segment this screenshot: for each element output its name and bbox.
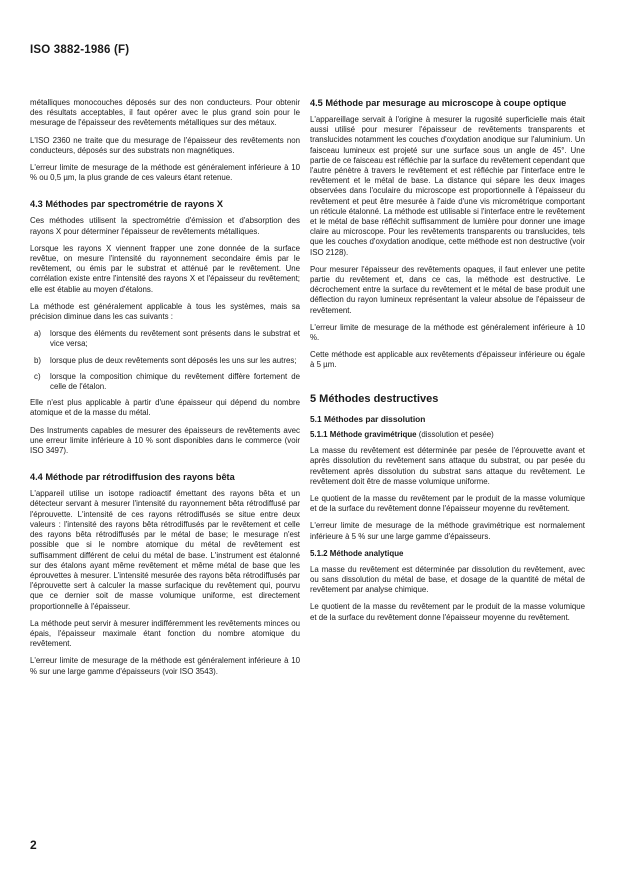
document-header: ISO 3882-1986 (F) bbox=[30, 44, 130, 56]
heading-5-1-2: 5.1.2 Méthode analytique bbox=[310, 548, 404, 558]
paragraph-5-1-1-b: Le quotient de la masse du revêtement par le produit de la masse volumique et de la surface du revêtement donne l'épaisseur moyenne du revêtement. bbox=[310, 493, 585, 514]
heading-4-3: 4.3 Méthodes par spectrométrie de rayons X bbox=[30, 199, 224, 210]
left-column bbox=[30, 98, 300, 684]
paragraph-iso2360: L'ISO 2360 ne traite que du mesurage de l'épaisseur des revêtements non conducteurs, déposés sur des substrats non magnétiques. bbox=[30, 135, 300, 155]
right-column bbox=[310, 98, 585, 630]
list-item bbox=[30, 329, 300, 349]
list-marker: a) bbox=[34, 329, 42, 339]
heading-5: 5 Méthodes destructives bbox=[310, 392, 439, 405]
paragraph-4-5-a: L'appareillage servait à l'origine à mesurer la rugosité superficielle mais était aussi utilisé pour mesurer l'épaisseur de revêtements transparents et translucides notamment les couches d'oxydation anodique sur l'aluminium. Un faisceau lumineux est projeté sur une surface sous un angle de 45°. Une partie de ce faisceau est réfléchie par la surface du revêtement cependant que l'autre pénètre à travers le revêtement et est réfléchie par l'interface entre le revêtement et le métal de base. La distance qui sépare les deux images observées dans l'oculaire du microscope est proportionnelle à l'épaisseur du revêtement et peut être mesurée à l'aide d'une vis micrométrique comportant un réticule étalonné. La méthode est utilisable si l'interface entre le revêtement et le métal de base réfléchit suffisamment de lumière pour donner une image claire au microscope. Pour les revêtements transparents ou translucides, tels que les couches d'oxydation anodique, cette méthode est non destructive (voir ISO 2128). bbox=[310, 115, 585, 257]
list-marker: b) bbox=[34, 355, 42, 365]
paragraph-intro: métalliques monocouches déposés sur des non conducteurs. Pour obtenir des résultats acceptables, il faut opérer avec le plus grand soin pour le mesurage de l'épaisseur des revêtements métalliques sur des métaux. bbox=[30, 98, 300, 128]
paragraph-4-5-c: L'erreur limite de mesurage de la méthode est généralement inférieure à 10 %. bbox=[310, 322, 585, 343]
list-item bbox=[30, 372, 300, 392]
heading-5-1-1 bbox=[310, 430, 585, 440]
paragraph-4-4-a: L'appareil utilise un isotope radioactif émettant des rayons bêta et un détecteur servant à mesurer l'intensité du rayonnement bêta rétrodiffusé par l'éprouvette. L'intensité de ces rayons rétrodiffusés se situe entre deux valeurs : l'intensité des rayons bêta rétrodiffusés par le revêtement et celle des rayons bêta rétrodiffusés par le métal de base; le mesurage n'est possible que si le nombre atomique du métal de revêtement est suffisamment différent de celui du métal de base. L'instrument est étalonné sur des étalons ayant même revêtement et même métal de base que les éprouvettes à mesurer. L'intensité mesurée des rayons bêta rétrodiffusés par l'éprouvette sert à calculer la masse surfacique du revêtement qui, pourvu que ce dernier soit de masse volumique uniforme, est directement proportionnelle à l'épaisseur. bbox=[30, 489, 300, 611]
paragraph-5-1-2-b: Le quotient de la masse du revêtement par le produit de la masse volumique et de la surface du revêtement donne l'épaisseur moyenne du revêtement. bbox=[310, 602, 585, 622]
page-number: 2 bbox=[30, 838, 37, 852]
list-text: lorsque des éléments du revêtement sont présents dans le substrat et vice versa; bbox=[50, 329, 300, 349]
paragraph-4-3-c: La méthode est généralement applicable à tous les systèmes, mais sa précision diminue dans les cas suivants : bbox=[30, 301, 300, 322]
paragraph-4-3-a: Ces méthodes utilisent la spectrométrie d'émission et d'absorption des rayons X pour déterminer l'épaisseur de revêtements métalliques. bbox=[30, 216, 300, 236]
heading-5-1: 5.1 Méthodes par dissolution bbox=[310, 413, 426, 424]
heading-5-1-1-title: 5.1.1 Méthode gravimétrique bbox=[310, 430, 417, 440]
heading-4-4: 4.4 Méthode par rétrodiffusion des rayons bêta bbox=[30, 472, 235, 483]
list-text: lorsque plus de deux revêtements sont déposés les uns sur les autres; bbox=[50, 355, 297, 365]
paragraph-error-limit: L'erreur limite de mesurage de la méthode est généralement inférieure à 10 % ou 0,5 µm, la plus grande de ces valeurs étant retenue. bbox=[30, 163, 300, 183]
list-marker: c) bbox=[34, 371, 41, 381]
paragraph-4-3-b: Lorsque les rayons X viennent frapper une zone donnée de la surface revêtue, on mesure l'intensité du rayonnement secondaire émis par le revêtement, ou émis par le substrat et atténué par le revêtement. Une corrélation existe entre l'intensité des rayons X et l'épaisseur du revêtement; elle est établie au moyen d'étalons. bbox=[30, 243, 300, 294]
paragraph-5-1-1-c: L'erreur limite de mesurage de la méthode gravimétrique est normalement inférieure à 5 % sur une large gamme d'épaisseurs. bbox=[310, 521, 585, 541]
heading-5-1-1-note: (dissolution et pesée) bbox=[418, 430, 494, 440]
paragraph-4-3-d: Elle n'est plus applicable à partir d'une épaisseur qui dépend du nombre atomique et de la masse du métal. bbox=[30, 398, 300, 418]
heading-4-5: 4.5 Méthode par mesurage au microscope à coupe optique bbox=[310, 98, 567, 108]
list-item bbox=[30, 356, 300, 366]
paragraph-4-5-d: Cette méthode est applicable aux revêtements d'épaisseur inférieure ou égale à 5 µm. bbox=[310, 350, 585, 370]
paragraph-4-3-e: Des Instruments capables de mesurer des épaisseurs de revêtements avec une erreur limite inférieure à 10 % sont disponibles dans le commerce (voir ISO 3497). bbox=[30, 425, 300, 456]
paragraph-5-1-2-a: La masse du revêtement est déterminée par dissolution du revêtement, avec ou sans dissolution du métal de base, et dosage de la quantité de métal de revêtement par analyse chimique. bbox=[310, 564, 585, 595]
paragraph-4-5-b: Pour mesurer l'épaisseur des revêtements opaques, il faut enlever une petite partie du revêtement et, dans ce cas, la méthode est destructive. Le décrochement entre la surface du revêtement et le métal de base produit une déflection du rayon lumineux représentant la valeur absolue de l'épaisseur de revêtement. bbox=[310, 264, 585, 315]
paragraph-4-4-b: La méthode peut servir à mesurer indifféremment les revêtements minces ou épais, l'épaisseur maximale étant fonction du nombre atomique du revêtement. bbox=[30, 618, 300, 649]
list-text: lorsque la composition chimique du revêtement diffère fortement de celle de l'étalon. bbox=[50, 371, 300, 392]
paragraph-4-4-c: L'erreur limite de mesurage de la méthode est généralement inférieure à 10 % sur une large gamme d'épaisseurs (voir ISO 3543). bbox=[30, 656, 300, 676]
paragraph-5-1-1-a: La masse du revêtement est déterminée par pesée de l'éprouvette avant et après dissolution du revêtement sans attaque du substrat, ou par pesée du revêtement après dissolution du substrat sans attaque du revêtement. Le revêtement doit être de masse volumique uniforme. bbox=[310, 446, 585, 486]
